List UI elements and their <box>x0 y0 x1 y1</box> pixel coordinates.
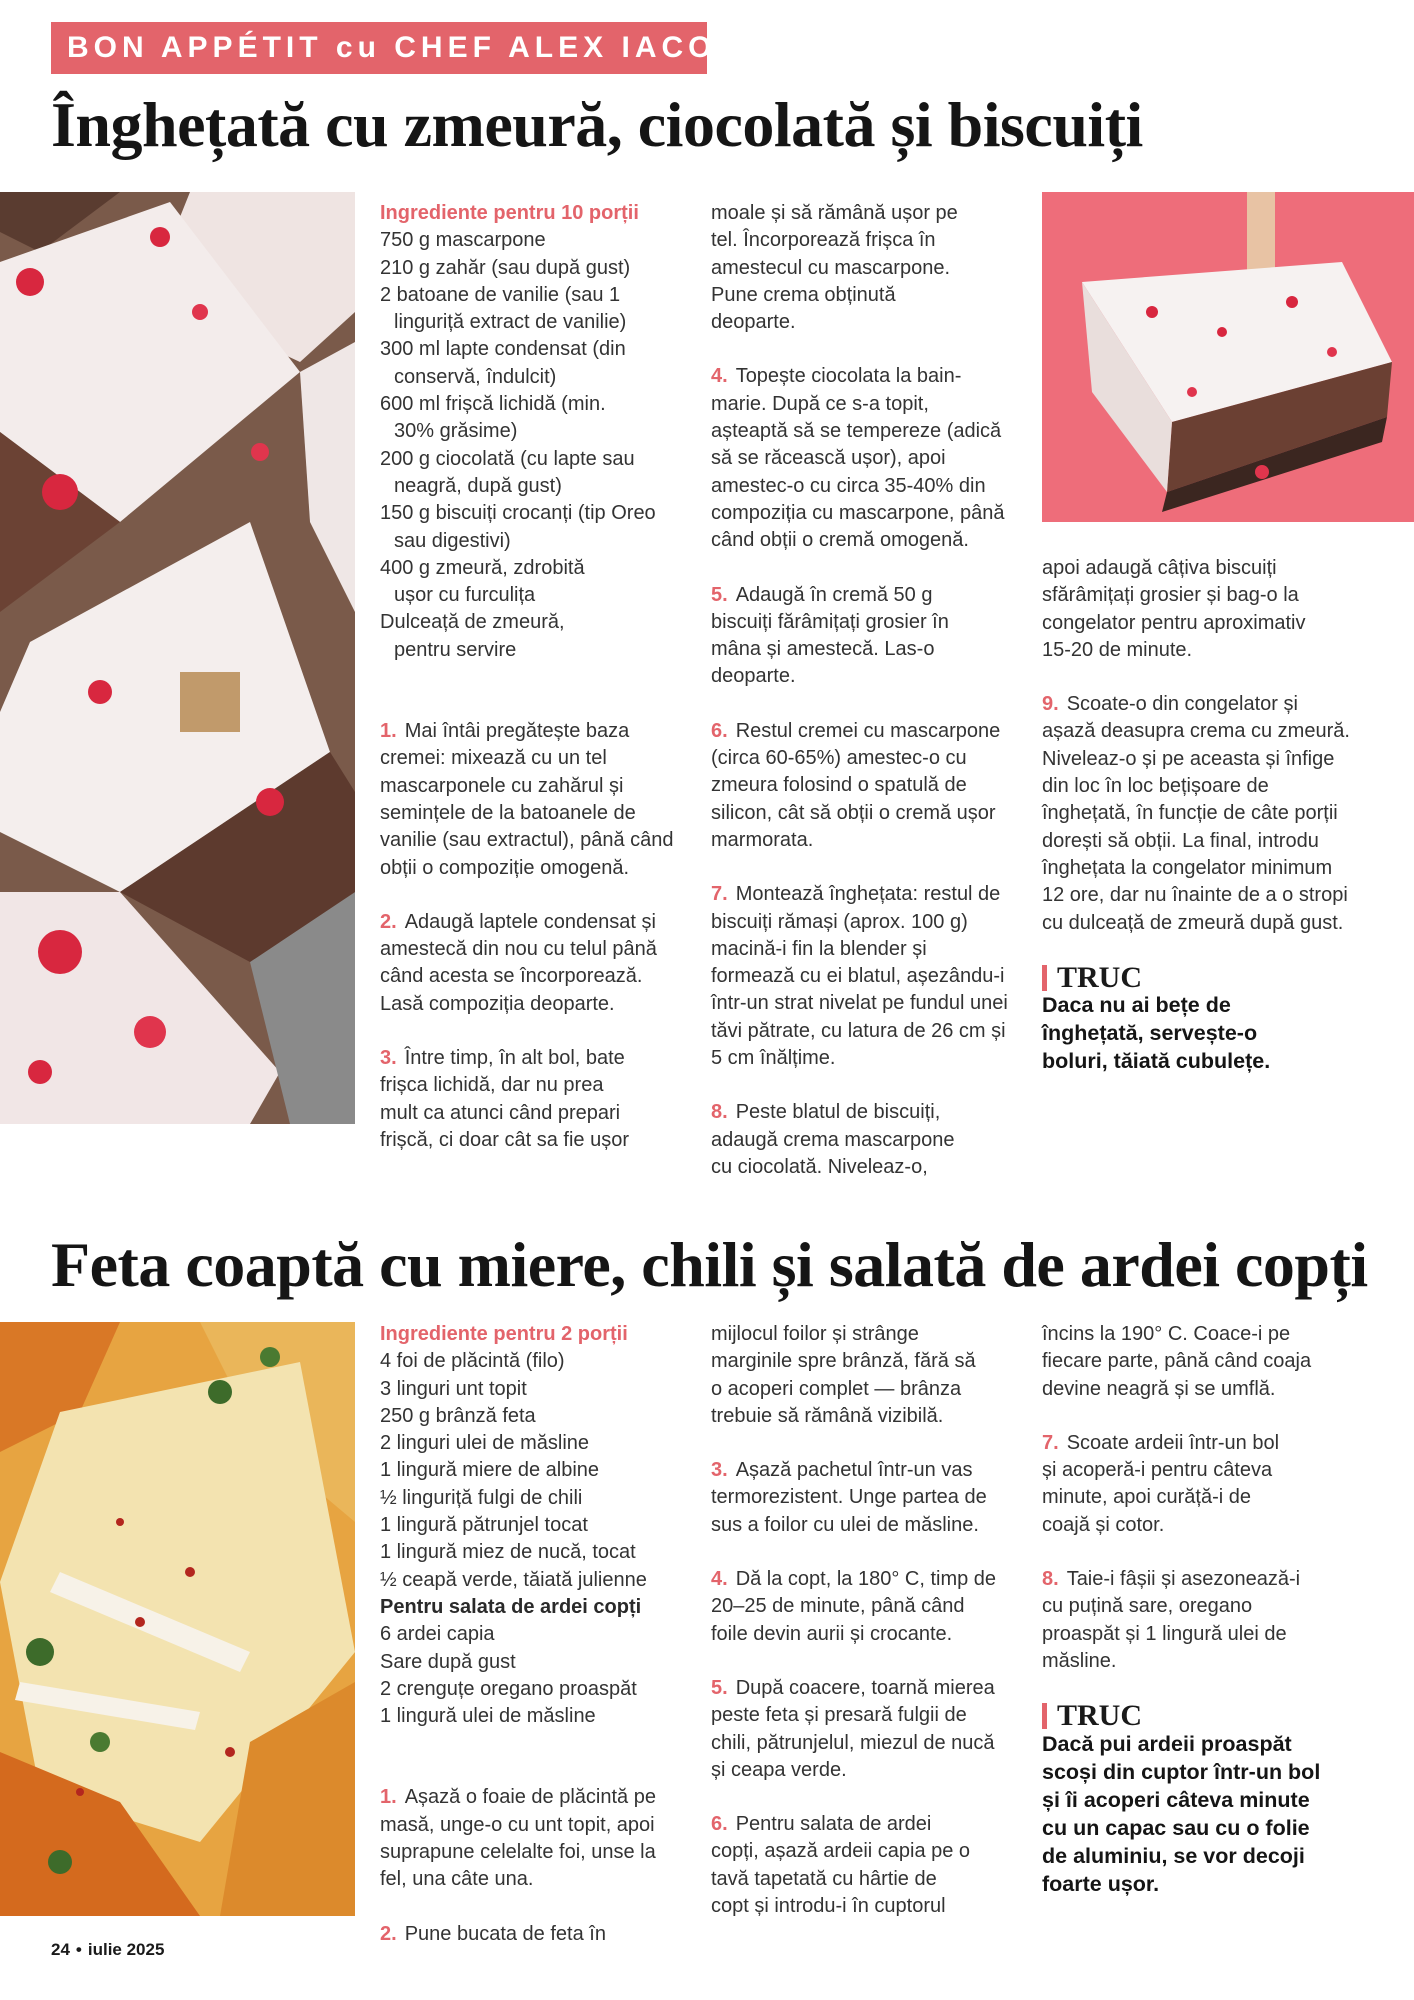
step-continued: moale și să rămână ușor pe tel. Încorporează frișca în amestecul cu mascarpone. Pune crema obținută deoparte. <box>711 202 958 334</box>
ingredients-title: Ingrediente pentru 10 porții <box>380 202 639 224</box>
step: 3. Între timp, în alt bol, bate frișca lichidă, dar nu prea mult ca atunci când prepari frișcă, ci doar cât sa fie ușor <box>380 1047 629 1151</box>
ingredient-item: 300 ml lapte condensat (din conservă, îndulcit) <box>380 338 626 388</box>
step: 6. Pentru salata de ardei copți, așază ardeii capia pe o tavă tapetată cu hârtie de copt și introdu-i în cuptorul <box>711 1813 971 1918</box>
ingredient-item: 210 g zahăr (sau după gust) <box>380 256 631 279</box>
tip-text: Daca nu ai bețe de înghețată, servește-o boluri, tăiată cubulețe. <box>1042 993 1271 1074</box>
recipe2-column-3 <box>1042 1321 1372 1898</box>
ice-cream-tray-photo <box>0 192 355 1124</box>
salad-ingredients-title: Pentru salata de ardei copți <box>380 1595 642 1618</box>
ingredient-item: 2 batoane de vanilie (sau 1 linguriță extract de vanilie) <box>380 283 627 334</box>
ingredients-list <box>380 1321 680 1730</box>
ingredients-list <box>380 200 680 664</box>
step: 7. Scoate ardeii într-un bol și acoperă-i pentru câteva minute, apoi curăță-i de coajă și cotor. <box>1042 1431 1280 1536</box>
step-continued: încins la 190° C. Coace-i pe fiecare parte, până când coaja devine neagră și se umflă. <box>1042 1323 1312 1400</box>
ingredient-item: 1 lingură pătrunjel tocat <box>380 1514 588 1537</box>
step: 9. Scoate-o din congelator și așază deasupra crema cu zmeură. Niveleaz-o și pe aceasta și înfige din loc în loc bețișoare de înghețată, în funcție de câte porții dorești să obții. La final, introdu înghețata la congelator minimum 12 ore, dar nu înainte de a o stropi cu dulceață de zmeură după gust. <box>1042 693 1350 934</box>
recipe2-column-2 <box>711 1321 1011 1920</box>
recipe2-column-1 <box>380 1321 680 1948</box>
step: 1. Așază o foaie de plăcintă pe masă, unge-o cu unt topit, apoi suprapune celelalte foi, unse la fel, una câte una. <box>380 1786 656 1891</box>
recipe-title: Înghețată cu zmeură, ciocolată și biscuiți <box>51 89 1143 160</box>
step: 3. Așază pachetul într-un vas termorezistent. Unge partea de sus a foilor cu ulei de măsline. <box>711 1459 987 1536</box>
recipe-title: Feta coaptă cu miere, chili și salată de ardei copți <box>51 1229 1368 1300</box>
tip-heading <box>1042 1699 1372 1733</box>
page-number: 24 <box>51 1940 70 1959</box>
recipe1-column-2 <box>711 200 1011 1181</box>
step-continued: mijlocul foilor și strânge marginile spre brânză, fără să o acoperi complet — brânza trebuie să rămână vizibilă. <box>711 1323 976 1427</box>
ingredient-item: 1 lingură ulei de măsline <box>380 1705 596 1728</box>
section-banner: BON APPÉTIT cu CHEF ALEX IACOB <box>51 22 707 74</box>
tip-accent-bar <box>1042 965 1047 991</box>
step: 4. Topește ciocolata la bain-marie. După ce s-a topit, așteaptă să se tempereze (adică să se răcească ușor), apoi amestec-o cu circa 35-40% din compoziția cu mascarpone, până când obții o cremă omogenă. <box>711 365 1005 552</box>
footer-separator-dot: • <box>75 1940 82 1959</box>
recipe1-column-3 <box>1042 555 1372 1075</box>
baked-feta-photo <box>0 1322 355 1916</box>
recipe1-column-1 <box>380 200 680 1154</box>
ingredients-title: Ingrediente pentru 2 porții <box>380 1323 628 1345</box>
step: 2. Pune bucata de feta în <box>380 1922 606 1945</box>
ingredient-item: 3 linguri unt topit <box>380 1377 527 1400</box>
step: 1. Mai întâi pregătește baza cremei: mixează cu un tel mascarponele cu zahărul și semințele de la batoanele de vanilie (sau extractul), până când obții o compoziție omogenă. <box>380 720 674 879</box>
ingredient-item: 200 g ciocolată (cu lapte sau neagră, după gust) <box>380 447 635 497</box>
ice-cream-bar-photo <box>1042 192 1414 522</box>
ingredient-item: 2 linguri ulei de măsline <box>380 1432 590 1455</box>
step: 6. Restul cremei cu mascarpone (circa 60-65%) amestec-o cu zmeura folosind o spatulă de silicon, cât să obții o cremă ușor marmorata. <box>711 719 1001 851</box>
tip-label: TRUC <box>1057 960 1143 994</box>
step: 8. Peste blatul de biscuiți, adaugă crema mascarpone cu ciocolată. Niveleaz-o, <box>711 1101 955 1178</box>
ingredient-item: ½ ceapă verde, tăiată julienne <box>380 1568 647 1591</box>
tip-accent-bar <box>1042 1703 1047 1729</box>
ingredient-item: 1 lingură miez de nucă, tocat <box>380 1541 636 1564</box>
ingredient-item: Dulceață de zmeură, pentru servire <box>380 611 565 661</box>
page-footer <box>51 1940 164 1960</box>
tip-text: Dacă pui ardeii proaspăt scoși din cuptor într-un bol și îi acoperi câteva minute cu un capac sau cu o folie de aluminiu, se vor decoji foarte ușor. <box>1042 1731 1321 1896</box>
ingredient-item: 2 crenguțe oregano proaspăt <box>380 1677 637 1700</box>
step: 5. Adaugă în cremă 50 g biscuiți fărâmițați grosier în mâna și amestecă. Las-o deoparte. <box>711 583 949 688</box>
ingredient-item: Sare după gust <box>380 1650 516 1673</box>
ingredient-item: ½ linguriță fulgi de chili <box>380 1486 583 1509</box>
issue-date: iulie 2025 <box>87 1940 165 1959</box>
ingredient-item: 6 ardei capia <box>380 1623 495 1646</box>
ingredient-item: 1 lingură miere de albine <box>380 1459 600 1482</box>
step: 4. Dă la copt, la 180° C, timp de 20–25 de minute, până când foile devin aurii și crocante. <box>711 1568 997 1645</box>
ingredient-item: 750 g mascarpone <box>380 229 546 252</box>
step: 5. După coacere, toarnă mierea peste feta și presară fulgii de chili, pătrunjelul, miezul de nucă și ceapa verde. <box>711 1676 995 1781</box>
step: 8. Taie-i fâșii și asezonează-i cu puțină sare, oregano proaspăt și 1 lingură ulei de măsline. <box>1042 1568 1301 1672</box>
tip-label: TRUC <box>1057 1699 1143 1733</box>
ingredient-item: 400 g zmeură, zdrobită ușor cu furculița <box>380 556 585 607</box>
step: 7. Montează înghețata: restul de biscuiți rămași (aprox. 100 g) macină-i fin la blender și formează cu ei blatul, așezându-i într-un strat nivelat pe fundul unei tăvi pătrate, cu latura de 26 cm și 5 cm înălțime. <box>711 883 1008 1070</box>
ingredient-item: 250 g brânză feta <box>380 1404 536 1427</box>
ingredient-item: 600 ml frișcă lichidă (min. 30% grăsime) <box>380 393 606 443</box>
step-continued: apoi adaugă câțiva biscuiți sfărâmițați grosier și bag-o la congelator pentru aproximativ 15-20 de minute. <box>1042 557 1306 661</box>
tip-heading <box>1042 960 1372 994</box>
step: 2. Adaugă laptele condensat și amestecă din nou cu telul până când acesta se încorporează. Lasă compoziția deoparte. <box>380 910 657 1015</box>
ingredient-item: 150 g biscuiți crocanți (tip Oreo sau digestivi) <box>380 502 656 552</box>
ingredient-item: 4 foi de plăcintă (filo) <box>380 1350 565 1373</box>
